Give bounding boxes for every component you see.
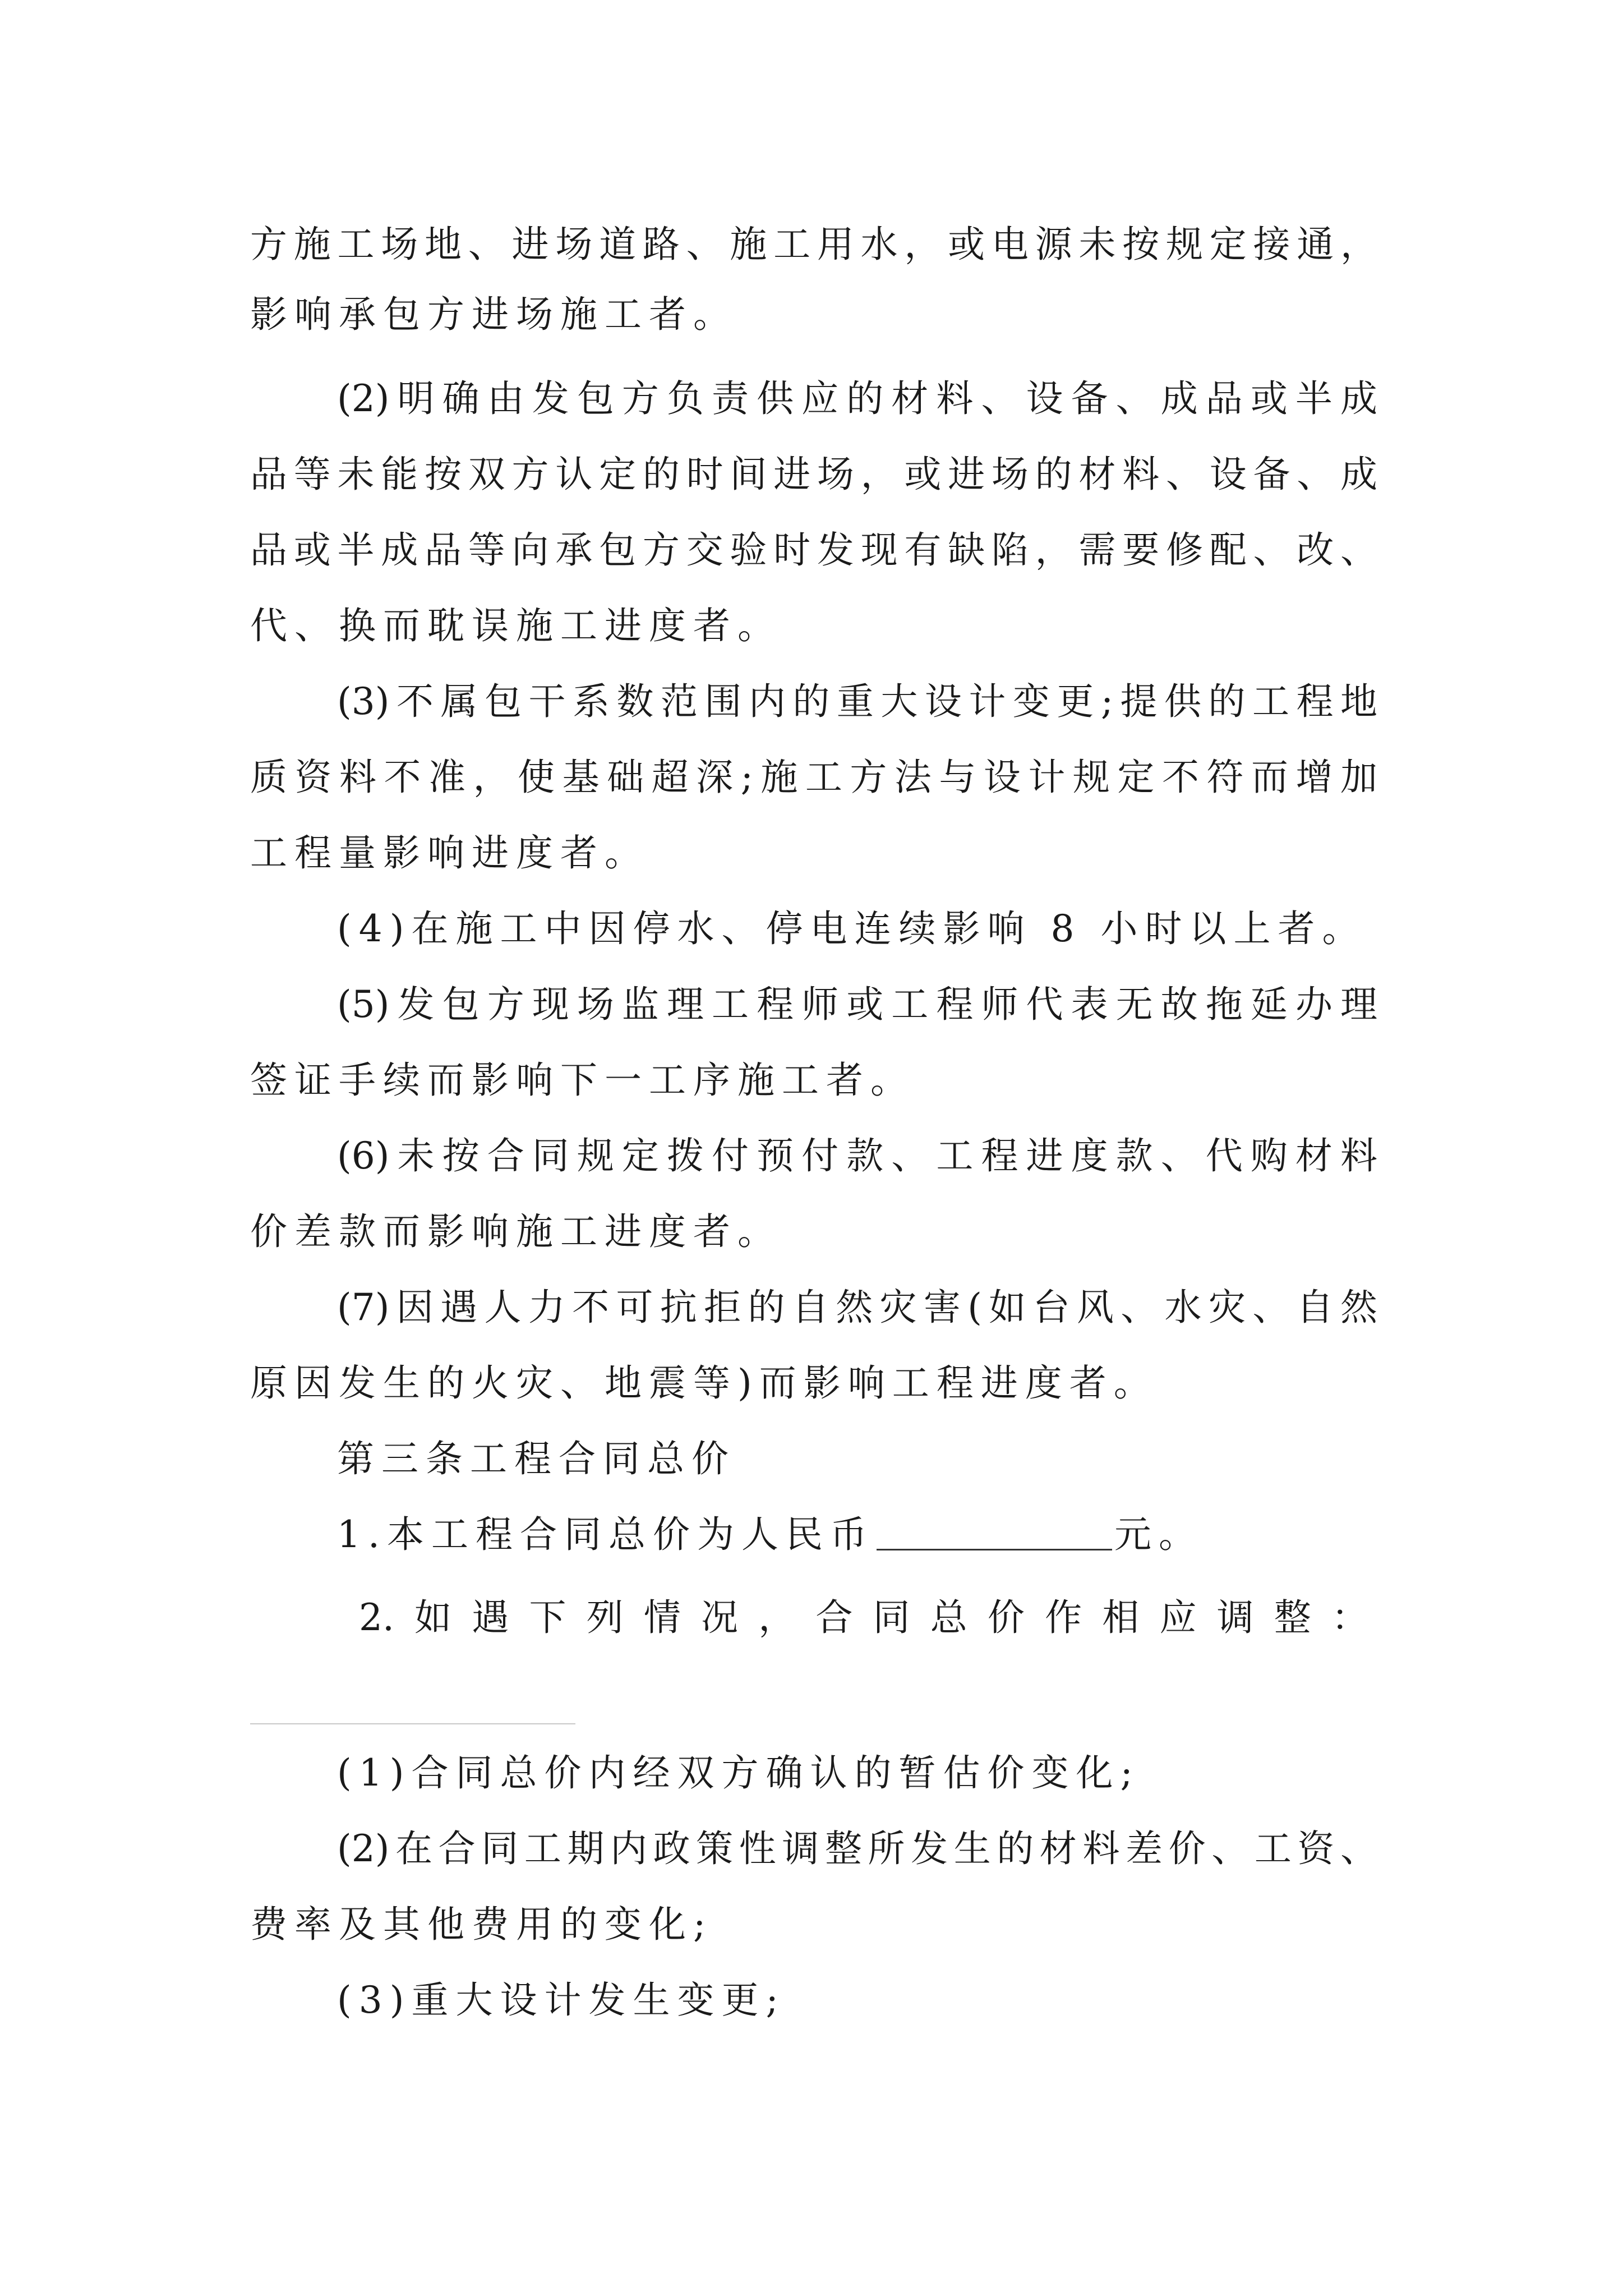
contract-price-line xyxy=(337,1509,1203,1561)
section-heading: 第三条工程合同总价 xyxy=(337,1437,736,1480)
text-line: 方施工场地、进场道路、施工用水，或电源未按规定接通， xyxy=(250,223,1377,266)
contract-price-suffix: 元。 xyxy=(1114,1513,1203,1556)
text-line: (6)未按合同规定拨付预付款、工程进度款、代购材料 xyxy=(337,1134,1377,1177)
text-line: 签证手续而影响下一工序施工者。 xyxy=(250,1059,915,1102)
text-line: (7)因遇人力不可抗拒的自然灾害(如台风、水灾、自然 xyxy=(337,1286,1377,1329)
text-line: 工程量影响进度者。 xyxy=(250,831,649,875)
text-line: 品等未能按双方认定的时间进场，或进场的材料、设备、成 xyxy=(250,453,1377,496)
contract-price-prefix: 1.本工程合同总价为人民币 xyxy=(337,1513,874,1556)
text-line: (4)在施工中因停水、停电连续影响 8 小时以上者。 xyxy=(337,907,1367,950)
text-line: (5)发包方现场监理工程师或工程师代表无故拖延办理 xyxy=(337,983,1377,1026)
text-line: 价差款而影响施工进度者。 xyxy=(250,1210,782,1253)
text-line: 费率及其他费用的变化; xyxy=(250,1903,713,1946)
contract-price-blank xyxy=(877,1515,1112,1550)
text-line: (2)明确由发包方负责供应的材料、设备、成品或半成 xyxy=(337,377,1377,420)
text-line: 品或半成品等向承包方交验时发现有缺陷，需要修配、改、 xyxy=(250,528,1377,572)
text-line: (2)在合同工期内政策性调整所发生的材料差价、工资、 xyxy=(337,1827,1377,1870)
text-line: 质资料不准，使基础超深;施工方法与设计规定不符而增加 xyxy=(250,756,1377,799)
text-line: (3)重大设计发生变更; xyxy=(337,1978,786,2022)
text-line: (1)合同总价内经双方确认的暂估价变化; xyxy=(337,1751,1140,1795)
text-line: 影响承包方进场施工者。 xyxy=(250,293,737,336)
text-line: 原因发生的火灾、地震等)而影响工程进度者。 xyxy=(250,1361,1158,1405)
price-adjustment-line: 2.如遇下列情况，合同总价作相应调整： xyxy=(359,1596,1368,1639)
text-line: 代、换而耽误施工进度者。 xyxy=(250,604,782,647)
text-line: (3)不属包干系数范围内的重大设计变更;提供的工程地 xyxy=(337,680,1377,723)
page-divider xyxy=(250,1723,575,1724)
